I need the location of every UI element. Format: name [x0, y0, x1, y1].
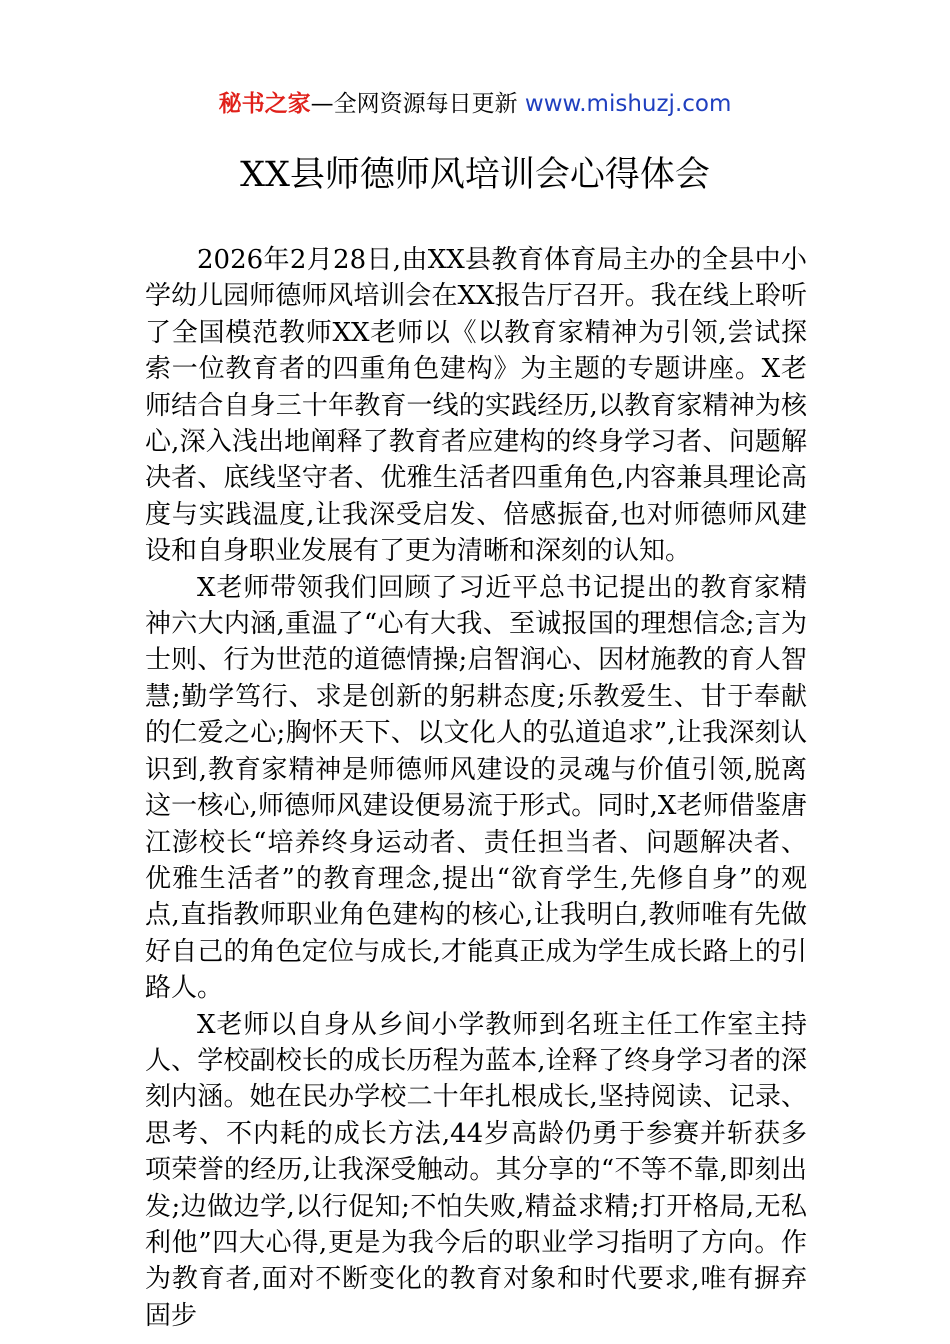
document-title: XX县师德师风培训会心得体会 — [240, 155, 710, 195]
site-header — [0, 88, 950, 120]
site-tagline: —全网资源每日更新 — [310, 91, 525, 117]
paragraph-2: X老师带领我们回顾了习近平总书记提出的教育家精神六大内涵,重温了“心有大我、至诚报国的理想信念;言为士则、行为世范的道德情操;启智润心、因材施教的育人智慧;勤学笃行、求是创新的躬耕态度;乐教爱生、甘于奉献的仁爱之心;胸怀天下、以文化人的弘道追求”,让我深刻认识到,教育家精神是师德师风建设的灵魂与价值引领,脱离这一核心,师德师风建设便易流于形式。同时,X老师借鉴唐江澎校长“培养终身运动者、责任担当者、问题解决者、优雅生活者”的教育理念,提出“欲育学生,先修自身”的观点,直指教师职业角色建构的核心,让我明白,教师唯有先做好自己的角色定位与成长,才能真正成为学生成长路上的引路人。 — [145, 572, 807, 1004]
document-body — [145, 242, 807, 1334]
site-brand: 秘书之家 — [218, 91, 311, 117]
site-url-link[interactable]: www.mishuzj.com — [524, 91, 732, 117]
paragraph-3: X老师以自身从乡间小学教师到名班主任工作室主持人、学校副校长的成长历程为蓝本,诠释了终身学习者的深刻内涵。她在民办学校二十年扎根成长,坚持阅读、记录、思考、不内耗的成长方法,44岁高龄仍勇于参赛并斩获多项荣誉的经历,让我深受触动。其分享的“不等不靠,即刻出发;边做边学,以行促知;不怕失败,精益求精;打开格局,无私利他”四大心得,更是为我今后的职业学习指明了方向。作为教育者,面对不断变化的教育对象和时代要求,唯有摒弃固步 — [145, 1009, 807, 1331]
paragraph-1: 2026年2月28日,由XX县教育体育局主办的全县中小学幼儿园师德师风培训会在XX报告厅召开。我在线上聆听了全国模范教师XX老师以《以教育家精神为引领,尝试探索一位教育者的四重角色建构》为主题的专题讲座。X老师结合自身三十年教育一线的实践经历,以教育家精神为核心,深入浅出地阐释了教育者应建构的终身学习者、问题解决者、底线坚守者、优雅生活者四重角色,内容兼具理论高度与实践温度,让我深受启发、倍感振奋,也对师德师风建设和自身职业发展有了更为清晰和深刻的认知。 — [145, 245, 807, 567]
